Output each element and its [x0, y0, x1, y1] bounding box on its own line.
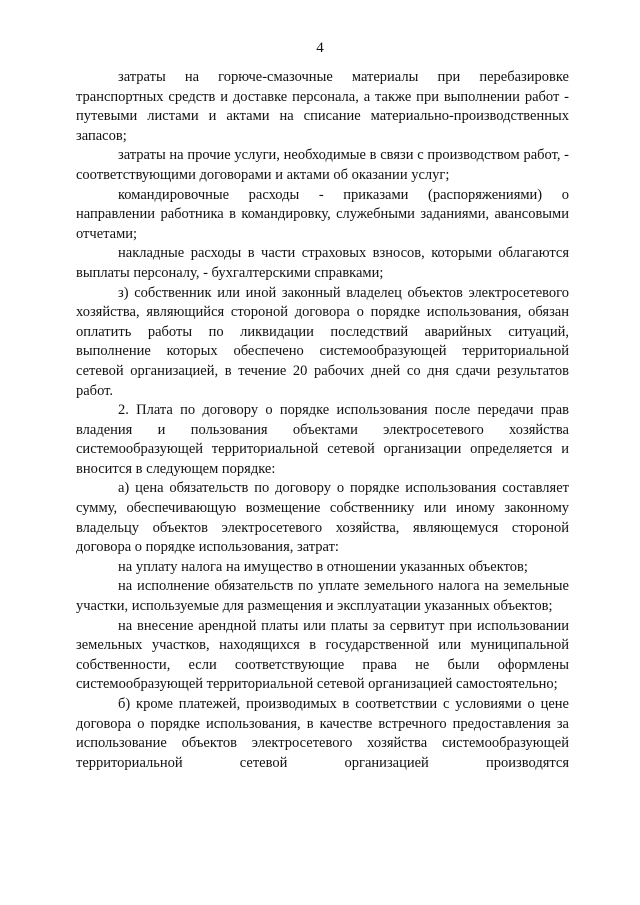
- paragraph-section-2: 2. Плата по договору о порядке использования после передачи прав владения и пользования объектами электросетевого хозяйства системообразующей территориальной сетевой организации определяется и вносится в следующем порядке:: [76, 402, 569, 477]
- paragraph-rent-servitude: на внесение арендной платы или платы за сервитут при использовании земельных участков, находящихся в государственной или муниципальной собственности, если соответствующие права не были оформлены системообразующей территориальной сетевой организацией самостоятельно;: [76, 617, 569, 693]
- paragraph-land-tax: на исполнение обязательств по уплате земельного налога на земельные участки, используемые для размещения и эксплуатации указанных объектов;: [76, 578, 569, 615]
- document-body: [76, 68, 569, 773]
- paragraph-clause-b: б) кроме платежей, производимых в соответствии с условиями о цене договора о порядке использования, в качестве встречного предоставления за использование объектов электросетевого хозяйства системообразующей территориальной сетевой организацией производятся: [76, 696, 569, 771]
- paragraph-clause-a: а) цена обязательств по договору о порядке использования составляет сумму, обеспечивающую возмещение собственнику или иному законному владельцу объектов электросетевого хозяйства, являющемуся стороной договора о порядке использования, затрат:: [76, 480, 569, 556]
- paragraph-other-services: затраты на прочие услуги, необходимые в связи с производством работ, - соответствующими договорами и актами об оказании услуг;: [76, 147, 569, 183]
- paragraph-clause-z: з) собственник или иной законный владелец объектов электросетевого хозяйства, являющийся стороной договора о порядке использования, обязан оплатить работы по ликвидации последствий аварийных ситуаций, выполнение которых обеспечено системообразующей территориальной сетевой организацией, в течение 20 рабочих дней со дня сдачи результатов работ.: [76, 284, 569, 399]
- paragraph-overhead-costs: накладные расходы в части страховых взносов, которыми облагаются выплаты персоналу, - бухгалтерскими справками;: [76, 245, 569, 281]
- paragraph-fuel-costs: затраты на горюче-смазочные материалы при перебазировке транспортных средств и доставке персонала, а также при выполнении работ - путевыми листами и актами на списание материально-производственных запасов;: [76, 69, 569, 144]
- paragraph-property-tax: на уплату налога на имущество в отношении указанных объектов;: [118, 558, 528, 575]
- page-number: 4: [316, 40, 324, 56]
- paragraph-travel-expenses: командировочные расходы - приказами (распоряжениями) о направлении работника в командировку, служебными заданиями, авансовыми отчетами;: [76, 186, 569, 242]
